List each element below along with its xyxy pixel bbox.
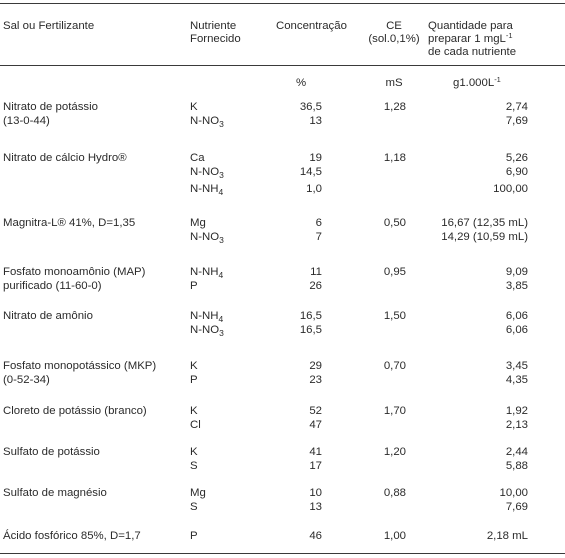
quantity-value: 100,00 (493, 183, 528, 195)
concentration-value: 11 (310, 266, 322, 278)
quantity-value: 3,85 (505, 280, 528, 292)
nutrient (190, 280, 198, 293)
nutrient-symbol: Ca (190, 152, 205, 164)
nutrient-symbol: N-NH (190, 266, 219, 278)
header-rule (0, 65, 565, 66)
header-nutrient-2: Fornecido (190, 33, 241, 45)
concentration-value: 52 (309, 405, 322, 417)
ce-value: 0,70 (383, 360, 406, 372)
nutrient-symbol: Mg (190, 487, 206, 499)
concentration-value: 6 (315, 217, 322, 229)
quantity-value: 4,35 (505, 374, 528, 386)
nutrient-symbol: Mg (190, 217, 206, 229)
nutrient (190, 324, 224, 337)
salt-name: Cloreto de potássio (branco) (3, 405, 147, 417)
quantity-value: 9,09 (505, 266, 528, 278)
concentration-value: 26 (309, 280, 322, 292)
nutrient-subscript: 4 (218, 270, 224, 280)
nutrient (190, 405, 198, 418)
concentration-value: 13 (309, 501, 322, 513)
header-concentration: Concentração (276, 20, 347, 32)
nutrient-symbol: K (190, 446, 198, 458)
top-rule (0, 3, 565, 4)
nutrient (190, 152, 205, 165)
nutrient (190, 166, 224, 179)
header-quantity-2: preparar 1 mgL$^{-1}$ (428, 31, 513, 45)
concentration-value: 23 (309, 374, 322, 386)
nutrient-symbol: K (190, 360, 198, 372)
nutrient (190, 501, 198, 514)
nutrient-symbol: N-NO (190, 115, 220, 127)
nutrient (190, 183, 223, 196)
ce-value: 0,50 (383, 217, 406, 229)
nutrient-subscript: 3 (219, 328, 224, 338)
nutrient-symbol: P (190, 374, 198, 386)
nutrient (190, 217, 206, 230)
quantity-value: 1,92 (505, 405, 528, 417)
concentration-value: 47 (309, 419, 322, 431)
nutrient-symbol: N-NO (190, 231, 220, 243)
nutrient (190, 231, 224, 244)
quantity-value: 14,29 (10,59 mL) (441, 231, 528, 243)
ce-value: 0,88 (383, 487, 406, 499)
nutrient (190, 530, 198, 543)
concentration-value: 29 (309, 360, 322, 372)
unit-quantity: $g1.000L^{-1}$ (453, 75, 501, 89)
concentration-value: 10 (309, 487, 322, 499)
concentration-value: 41 (309, 446, 322, 458)
unit-concentration: % (296, 77, 307, 89)
quantity-value: 2,74 (505, 101, 528, 113)
nutrient (190, 101, 198, 114)
nutrient (190, 266, 223, 279)
nutrient (190, 460, 198, 473)
nutrient (190, 446, 198, 459)
salt-name-detail: (13-0-44) (3, 115, 50, 127)
header-nutrient-1: Nutriente (190, 20, 237, 32)
nutrient-symbol: K (190, 405, 198, 417)
concentration-value: 1,0 (306, 183, 322, 195)
quantity-value: 3,45 (505, 360, 528, 372)
nutrient (190, 360, 198, 373)
concentration-value: 19 (309, 152, 322, 164)
salt-name: Fosfato monopotássico (MKP) (3, 360, 157, 372)
nutrient-symbol: S (190, 501, 198, 513)
nutrient-symbol: Cl (190, 419, 201, 431)
salt-name: Magnitra-L® 41%, D=1,35 (3, 217, 136, 229)
ce-value: 1,00 (383, 530, 406, 542)
nutrient-subscript: 3 (219, 119, 224, 129)
nutrient-symbol: N-NH (190, 183, 219, 195)
nutrient-symbol: P (190, 530, 198, 542)
nutrient (190, 487, 206, 500)
nutrient-subscript: 3 (219, 170, 224, 180)
header-ce-1: CE (386, 20, 402, 32)
header-quantity-3: de cada nutriente (428, 46, 517, 58)
salt-name: Ácido fosfórico 85%, D=1,7 (3, 530, 141, 542)
nutrient-symbol: N-NO (190, 324, 220, 336)
ce-value: 1,50 (383, 310, 406, 322)
salt-name: Nitrato de potássio (3, 101, 98, 113)
nutrient (190, 419, 201, 432)
quantity-value: 2,44 (505, 446, 528, 458)
nutrient-symbol: K (190, 101, 198, 113)
quantity-value: 5,26 (505, 152, 528, 164)
nutrient-subscript: 3 (219, 235, 224, 245)
quantity-value: 2,18 mL (486, 530, 528, 542)
concentration-value: 14,5 (299, 166, 322, 178)
nutrient-subscript: 4 (218, 187, 224, 197)
quantity-value: 6,90 (505, 166, 528, 178)
quantity-value: 7,69 (505, 115, 528, 127)
concentration-value: 17 (309, 460, 322, 472)
concentration-value: 16,5 (299, 310, 322, 322)
salt-name: Fosfato monoamônio (MAP) (3, 266, 146, 278)
ce-value: 1,20 (383, 446, 406, 458)
quantity-value: 7,69 (505, 501, 528, 513)
salt-name: Nitrato de cálcio Hydro® (3, 152, 127, 164)
bottom-rule (0, 553, 565, 554)
concentration-value: 46 (309, 530, 322, 542)
salt-name-detail: purificado (11-60-0) (3, 280, 102, 292)
quantity-value: 5,88 (505, 460, 528, 472)
nutrient-symbol: N-NH (190, 310, 219, 322)
header-quantity-1: Quantidade para (428, 20, 513, 32)
concentration-value: 16,5 (299, 324, 322, 336)
nutrient-symbol: N-NO (190, 166, 220, 178)
nutrient-symbol: S (190, 460, 198, 472)
unit-ce: mS (385, 77, 403, 89)
ce-value: 0,95 (383, 266, 406, 278)
quantity-value: 16,67 (12,35 mL) (441, 217, 528, 229)
quantity-value: 10,00 (499, 487, 528, 499)
salt-name: Sulfato de potássio (3, 446, 100, 458)
header-ce-2: (sol.0,1%) (368, 33, 420, 45)
nutrient (190, 374, 198, 387)
ce-value: 1,18 (383, 152, 406, 164)
ce-value: 1,28 (383, 101, 406, 113)
salt-name: Nitrato de amônio (3, 310, 93, 322)
header-salt: Sal ou Fertilizante (3, 20, 95, 32)
nutrient (190, 310, 223, 323)
concentration-value: 7 (315, 231, 322, 243)
quantity-value: 6,06 (505, 310, 528, 322)
salt-name: Sulfato de magnésio (3, 487, 107, 499)
concentration-value: 36,5 (299, 101, 322, 113)
quantity-value: 6,06 (505, 324, 528, 336)
ce-value: 1,70 (383, 405, 406, 417)
quantity-value: 2,13 (505, 419, 528, 431)
concentration-value: 13 (309, 115, 322, 127)
salt-name-detail: (0-52-34) (3, 374, 50, 386)
nutrient (190, 115, 224, 128)
nutrient-symbol: P (190, 280, 198, 292)
nutrient-subscript: 4 (218, 314, 224, 324)
